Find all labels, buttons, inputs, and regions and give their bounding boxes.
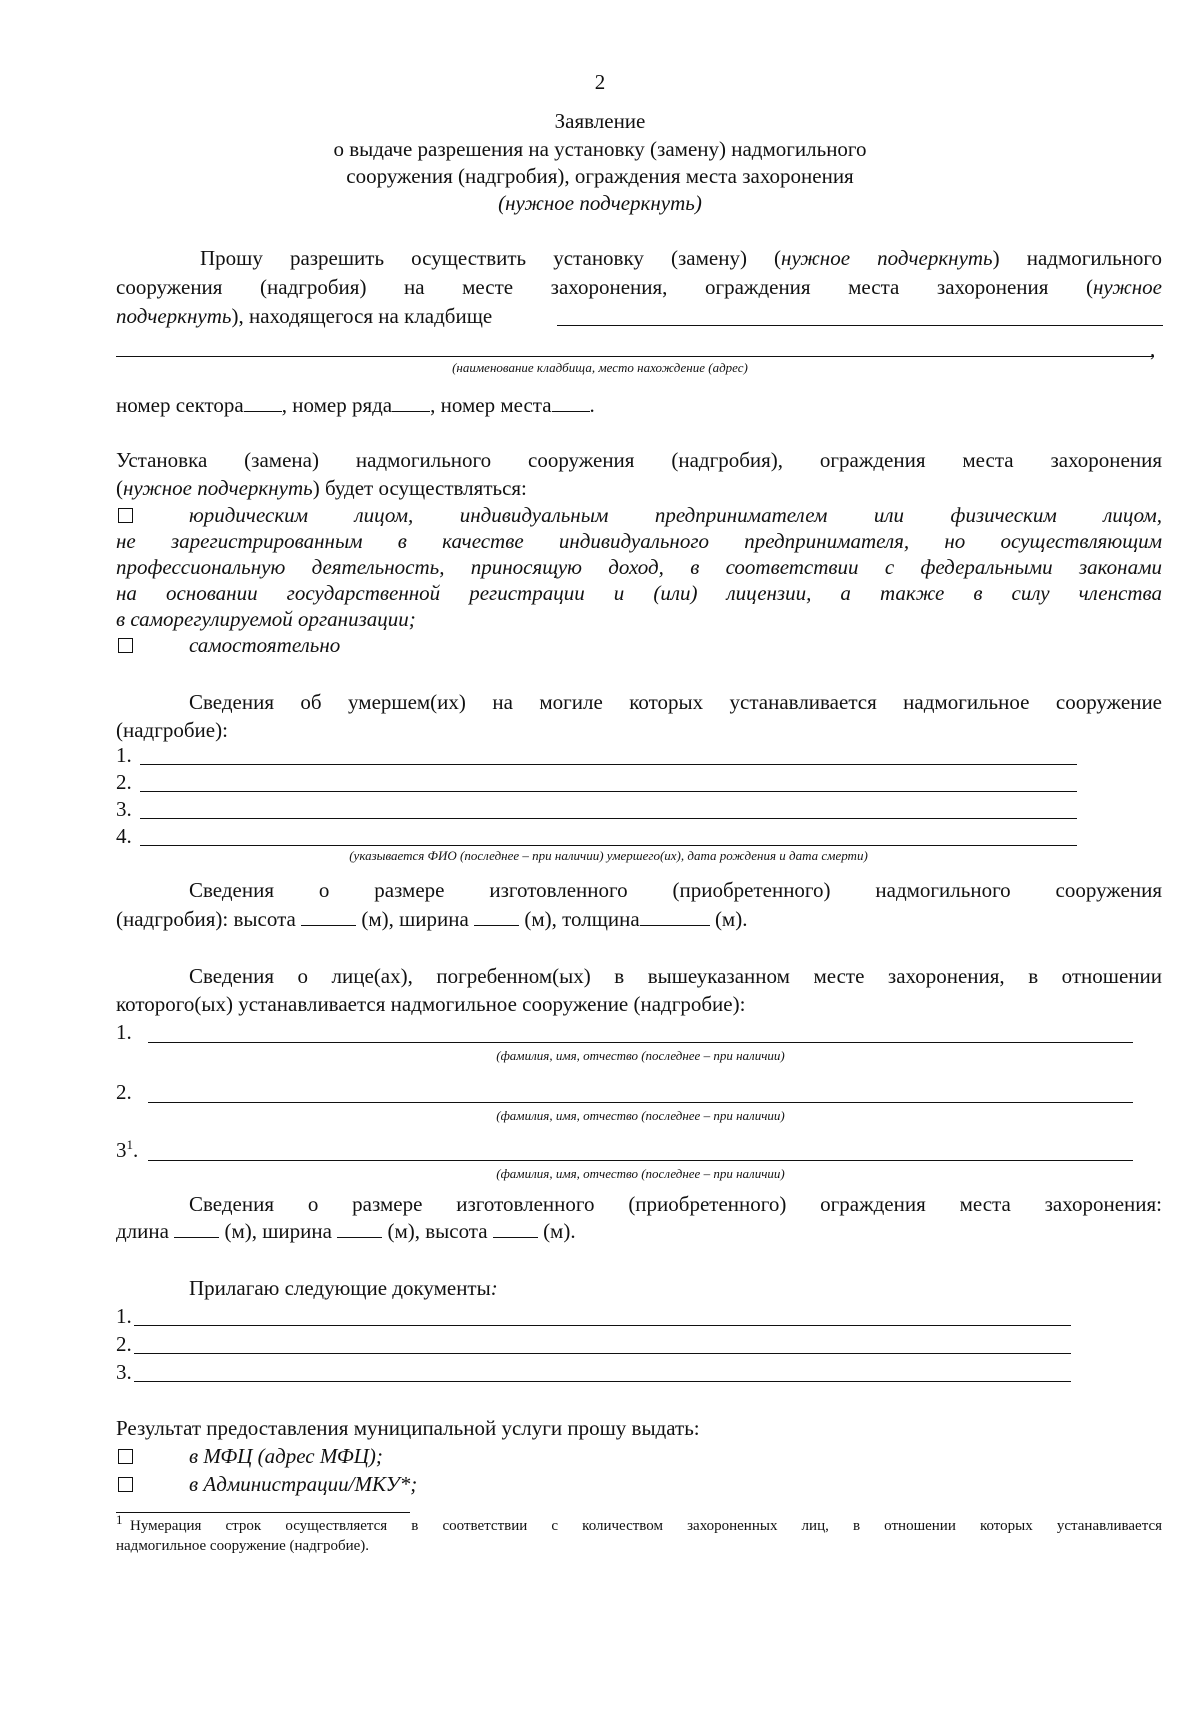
docs-item-number: 1. — [116, 1304, 132, 1328]
installer-option1-line2: не зарегистрированным в качестве индивидуального предпринимателя, но осуществляющим — [116, 529, 1162, 553]
docs-title: Прилагаю следующие документы: — [189, 1276, 498, 1300]
deceased-input-1[interactable] — [140, 764, 1077, 765]
footnote: 1 Нумерация строк осуществляется в соответствии с количеством захороненных лиц, в отношении которых устанавливается надмогильное сооружение (надгробие). — [116, 1512, 1162, 1554]
buried-input-3[interactable] — [148, 1160, 1133, 1161]
installer-option1-line1: юридическим лицом, индивидуальным предпринимателем или физическим лицом, — [189, 503, 1162, 527]
docs-input-1[interactable] — [134, 1325, 1071, 1326]
deceased-hint: (указывается ФИО (последнее – при наличии) умершего(их), дата рождения и дата смерти) — [349, 848, 868, 863]
buried-item-number: 2. — [116, 1080, 132, 1104]
fence-height-input[interactable] — [493, 1219, 538, 1238]
thickness-input[interactable] — [640, 907, 710, 926]
sector-input[interactable] — [244, 393, 282, 412]
cemetery-input-line2[interactable] — [116, 356, 1154, 357]
comma: , — [1150, 337, 1156, 361]
buried-hint: (фамилия, имя, отчество (последнее – при наличии) — [496, 1166, 785, 1181]
result-option1-checkbox[interactable] — [118, 1442, 133, 1470]
request-line2: сооружения (надгробия) на месте захоронения, ограждения места захоронения (нужное — [116, 275, 1162, 299]
cemetery-hint: (наименование кладбища, место нахождение (адрес) — [452, 360, 748, 375]
docs-item-number: 3. — [116, 1360, 132, 1384]
installer-line2: (нужное подчеркнуть) будет осуществляться: — [116, 476, 527, 500]
row-input[interactable] — [392, 393, 430, 412]
docs-item-number: 2. — [116, 1332, 132, 1356]
installer-option1-line5: в саморегулируемой организации; — [116, 607, 416, 631]
fence-width-input[interactable] — [337, 1219, 382, 1238]
deceased-input-2[interactable] — [140, 791, 1077, 792]
size-line1: Сведения о размере изготовленного (приобретенного) надмогильного сооружения — [189, 878, 1162, 902]
result-option2-checkbox[interactable] — [118, 1470, 133, 1498]
deceased-item-number: 1. — [116, 743, 132, 767]
installer-option2-label: самостоятельно — [189, 633, 341, 657]
page-number: 2 — [594, 70, 606, 94]
buried-item-number: 1. — [116, 1020, 132, 1044]
installer-line1: Установка (замена) надмогильного сооружения (надгробия), ограждения места захоронения — [116, 448, 1162, 472]
sector-row-place: номер сектора , номер ряда , номер места . — [116, 393, 595, 417]
buried-hint: (фамилия, имя, отчество (последнее – при наличии) — [496, 1108, 785, 1123]
installer-option1-line3: профессиональную деятельность, приносящую доход, в соответствии с федеральными законами — [116, 555, 1162, 579]
footnote-separator — [116, 1512, 410, 1513]
buried-input-2[interactable] — [148, 1102, 1133, 1103]
subtitle-note: (нужное подчеркнуть) — [498, 191, 702, 215]
deceased-item-number: 2. — [116, 770, 132, 794]
deceased-item-number: 3. — [116, 797, 132, 821]
document-title: Заявление — [554, 109, 646, 133]
installer-option1-line4: на основании государственной регистрации и (или) лицензии, а также в силу членства — [116, 581, 1162, 605]
result-title: Результат предоставления муниципальной услуги прошу выдать: — [116, 1416, 700, 1440]
installer-option1-checkbox[interactable] — [118, 501, 133, 529]
result-option1-label: в МФЦ (адрес МФЦ); — [189, 1444, 383, 1468]
result-option2-label: в Администрации/МКУ*; — [189, 1472, 418, 1496]
buried-item-number: $3^1$. — [116, 1137, 139, 1162]
docs-input-2[interactable] — [134, 1353, 1071, 1354]
installer-option2-checkbox[interactable] — [118, 631, 133, 659]
cemetery-input-line1[interactable] — [557, 325, 1163, 326]
deceased-line1: Сведения об умершем(их) на могиле которых устанавливается надмогильное сооружение — [189, 690, 1162, 714]
deceased-item-number: 4. — [116, 824, 132, 848]
docs-input-3[interactable] — [134, 1381, 1071, 1382]
buried-hint: (фамилия, имя, отчество (последнее – при наличии) — [496, 1048, 785, 1063]
request-line1: Прошу разрешить осуществить установку (замену) (нужное подчеркнуть) надмогильного — [200, 246, 1162, 270]
width-input[interactable] — [474, 907, 519, 926]
document-subtitle-line2: сооружения (надгробия), ограждения места захоронения — [346, 164, 854, 188]
fence-line2: длина (м), ширина (м), высота (м). — [116, 1219, 576, 1243]
fence-length-input[interactable] — [174, 1219, 219, 1238]
place-input[interactable] — [552, 393, 590, 412]
fence-line1: Сведения о размере изготовленного (приобретенного) ограждения места захоронения: — [189, 1192, 1162, 1216]
deceased-input-3[interactable] — [140, 818, 1077, 819]
size-line2: (надгробия): высота (м), ширина (м), толщина (м). — [116, 907, 748, 931]
height-input[interactable] — [301, 907, 356, 926]
buried-line1: Сведения о лице(ах), погребенном(ых) в вышеуказанном месте захоронения, в отношении — [189, 964, 1162, 988]
deceased-input-4[interactable] — [140, 845, 1077, 846]
request-line3: подчеркнуть), находящегося на кладбище — [116, 304, 493, 328]
buried-input-1[interactable] — [148, 1042, 1133, 1043]
deceased-line2: (надгробие): — [116, 718, 228, 742]
buried-line2: которого(ых) устанавливается надмогильное сооружение (надгробие): — [116, 992, 746, 1016]
document-subtitle-line1: о выдаче разрешения на установку (замену) надмогильного — [333, 137, 867, 161]
